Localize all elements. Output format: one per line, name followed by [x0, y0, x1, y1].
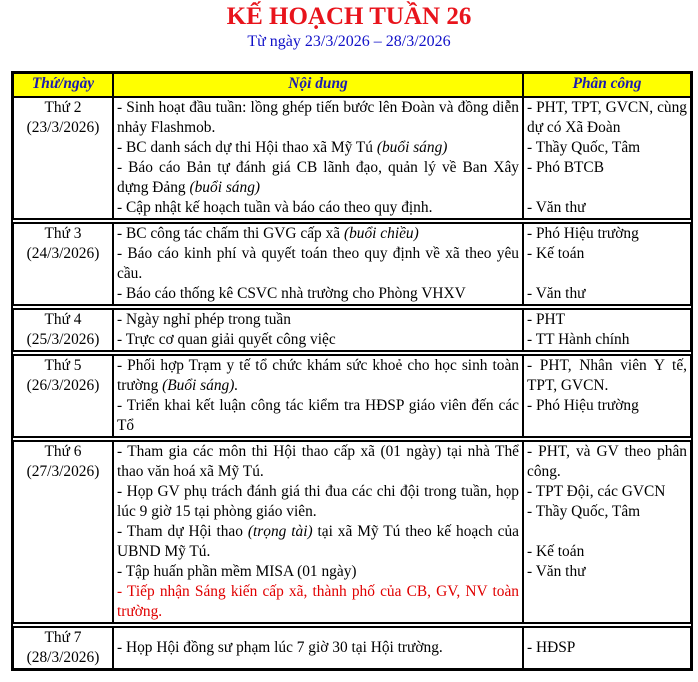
assignee: - Thầy Quốc, Tâm	[527, 503, 641, 520]
col-day-header: Thứ/ngày	[13, 73, 113, 97]
task-item: - Ngày nghỉ phép trong tuần	[117, 311, 291, 328]
day-date: (26/3/2026)	[26, 377, 100, 394]
day-date: (23/3/2026)	[26, 119, 100, 136]
assignee: - PHT	[527, 311, 566, 328]
day-name: Thứ 5	[44, 357, 82, 374]
table-row-thursday	[13, 355, 691, 437]
assign-cell	[523, 97, 691, 219]
assignee: - Văn thư	[527, 285, 586, 302]
assign-cell	[523, 355, 691, 437]
day-date: (28/3/2026)	[26, 649, 100, 666]
day-date: (24/3/2026)	[26, 245, 100, 262]
assignee: - Văn thư	[527, 199, 586, 216]
task-item: - BC danh sách dự thi Hội thao xã Mỹ Tú (buổi sáng)	[117, 139, 448, 156]
task-item: - Tham dự Hội thao (trọng tài) tại xã Mỹ Tú theo kế hoạch của UBND Mỹ Tú.	[117, 523, 520, 560]
col-content-header: Nội dung	[113, 73, 523, 97]
assignee: - Văn thư	[527, 563, 586, 580]
task-item: - Triển khai kết luận công tác kiểm tra HĐSP giáo viên đến các Tổ	[117, 397, 519, 434]
assign-cell	[523, 309, 691, 351]
task-item: - Cập nhật kế hoạch tuần và báo cáo theo quy định.	[117, 199, 433, 216]
day-cell	[13, 355, 113, 437]
date-range: Từ ngày 23/3/2026 – 28/3/2026	[247, 33, 451, 50]
assignee: - Kế toán	[527, 543, 585, 560]
assignee: - TT Hành chính	[527, 331, 630, 348]
task-item-highlight: - Tiếp nhận Sáng kiến cấp xã, thành phố của CB, GV, NV toàn trường.	[117, 583, 519, 620]
assignee: - PHT, và GV theo phân công.	[527, 443, 687, 480]
task-item: - Báo cáo thống kê CSVC nhà trường cho Phòng VHXV	[117, 285, 466, 302]
day-cell	[13, 441, 113, 623]
table-row-wednesday	[13, 309, 691, 351]
col-assign-header: Phân công	[523, 73, 691, 97]
assign-cell	[523, 627, 691, 669]
day-name: Thứ 6	[44, 443, 82, 460]
plan-title: KẾ HOẠCH TUẦN 26	[226, 3, 472, 30]
day-cell	[13, 97, 113, 219]
task-item: - Phối hợp Trạm y tế tổ chức khám sức khoẻ cho học sinh toàn trường (Buổi sáng).	[117, 357, 519, 394]
day-cell	[13, 309, 113, 351]
day-name: Thứ 7	[44, 629, 82, 646]
assignee: - Phó Hiệu trường	[527, 397, 639, 414]
assignee: - HĐSP	[527, 639, 576, 656]
assignee: - PHT, Nhân viên Y tế, TPT, GVCN.	[527, 357, 687, 394]
content-cell	[113, 223, 523, 305]
content-cell	[113, 627, 523, 669]
content-cell	[113, 97, 523, 219]
task-item: - Tham gia các môn thi Hội thao cấp xã (01 ngày) tại nhà Thể thao văn hoá xã Mỹ Tú.	[117, 443, 519, 480]
task-item: - Báo cáo Bản tự đánh giá CB lãnh đạo, quản lý về Ban Xây dựng Đảng (buổi sáng)	[117, 159, 519, 196]
task-item: - Tập huấn phần mềm MISA (01 ngày)	[117, 563, 357, 580]
day-cell	[13, 223, 113, 305]
task-item: - BC công tác chấm thi GVG cấp xã (buổi chiều)	[117, 225, 419, 242]
assignee: - Phó Hiệu trường	[527, 225, 639, 242]
schedule-table	[11, 71, 693, 671]
day-cell	[13, 627, 113, 669]
table-row-tuesday	[13, 223, 691, 305]
content-cell	[113, 309, 523, 351]
table-row-friday	[13, 441, 691, 623]
day-date: (25/3/2026)	[26, 331, 100, 348]
assign-cell	[523, 441, 691, 623]
day-name: Thứ 2	[44, 99, 82, 116]
header-row	[13, 73, 691, 97]
task-item: - Báo cáo kinh phí và quyết toán theo quy định về xã theo yêu cầu.	[117, 245, 519, 282]
assignee: - Kế toán	[527, 245, 585, 262]
content-cell	[113, 355, 523, 437]
assignee: - TPT Đội, các GVCN	[527, 483, 666, 500]
day-date: (27/3/2026)	[26, 463, 100, 480]
assignee: - Thầy Quốc, Tâm	[527, 139, 641, 156]
task-item: - Sinh hoạt đầu tuần: lồng ghép tiến bước lên Đoàn và đồng diễn nhảy Flashmob.	[117, 99, 519, 136]
day-name: Thứ 3	[44, 225, 82, 242]
task-item: - Trực cơ quan giải quyết công việc	[117, 331, 336, 348]
table-row-monday	[13, 97, 691, 219]
assignee: - Phó BTCB	[527, 159, 604, 176]
task-item: - Họp GV phụ trách đánh giá thi đua các chi đội trong tuần, họp lúc 9 giờ 15 tại phòng giáo viên.	[117, 483, 519, 520]
day-name: Thứ 4	[44, 311, 82, 328]
task-item: - Họp Hội đồng sư phạm lúc 7 giờ 30 tại Hội trường.	[117, 639, 443, 656]
assign-cell	[523, 223, 691, 305]
table-row-saturday	[13, 627, 691, 669]
content-cell	[113, 441, 523, 623]
assignee: - PHT, TPT, GVCN, cùng dự có Xã Đoàn	[527, 99, 687, 136]
